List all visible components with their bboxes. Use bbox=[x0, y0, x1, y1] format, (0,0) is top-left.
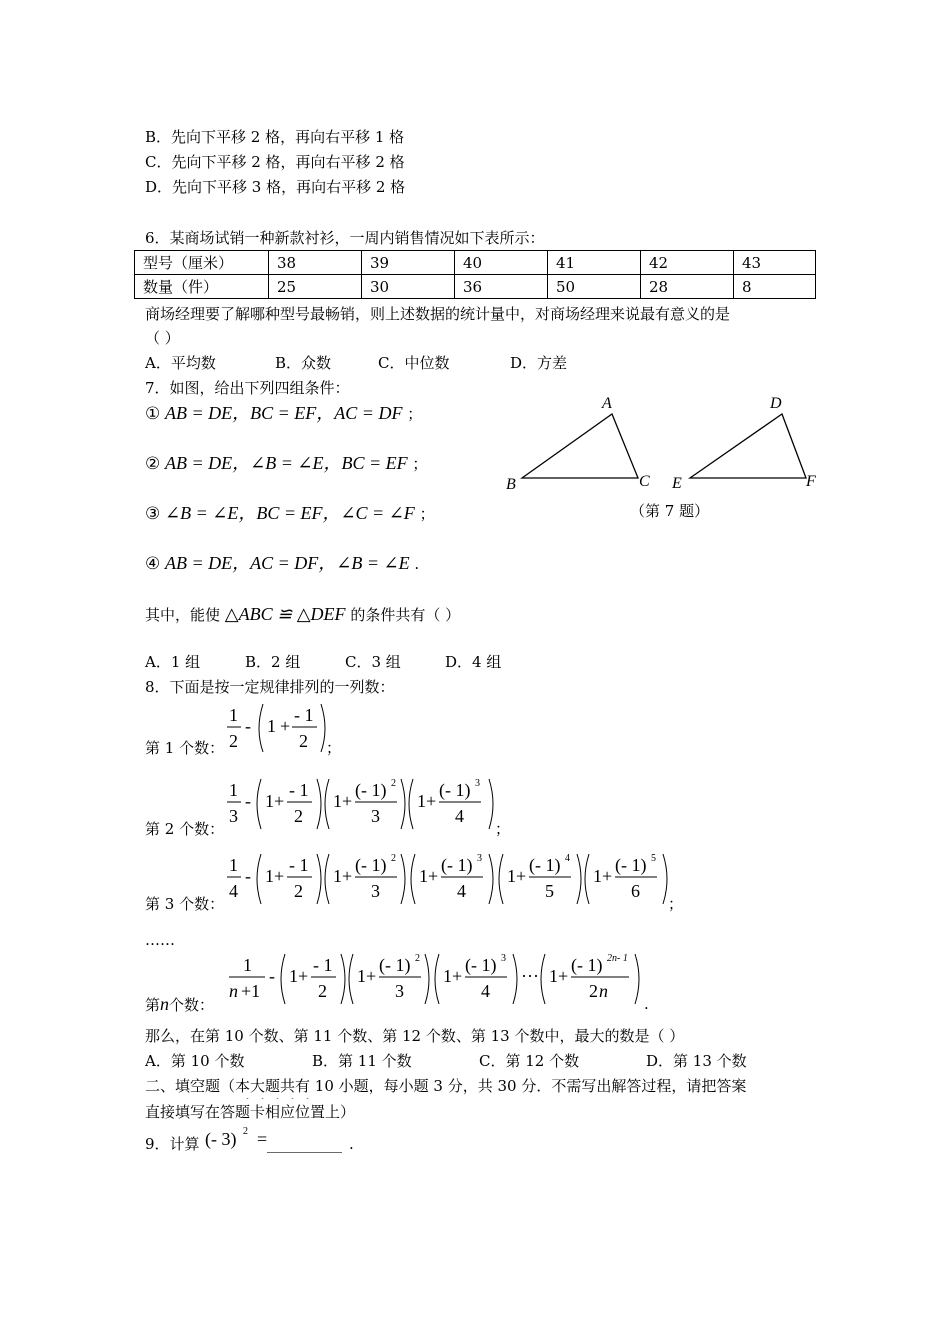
svg-text:1+: 1+ bbox=[593, 866, 613, 886]
q9-blank[interactable]: __________ bbox=[267, 1135, 342, 1153]
q8-option-b: B．第 11 个数 bbox=[312, 1052, 412, 1070]
q8-label-n bbox=[145, 994, 214, 1015]
q8-ellipsis: …… bbox=[145, 931, 175, 949]
condition-end: ； bbox=[419, 505, 435, 523]
svg-text:n: n bbox=[599, 981, 608, 1001]
q8-options bbox=[145, 1051, 747, 1071]
q6-option-b: B．众数 bbox=[275, 354, 332, 372]
svg-text:(- 1): (- 1) bbox=[465, 955, 497, 975]
svg-text:4: 4 bbox=[481, 981, 490, 1001]
table-cell: 50 bbox=[548, 275, 641, 299]
q8-option-d: D．第 13 个数 bbox=[646, 1052, 747, 1070]
q8-option-c: C．第 12 个数 bbox=[479, 1052, 580, 1070]
svg-text:-: - bbox=[269, 966, 275, 986]
q6-option-c: C．中位数 bbox=[378, 354, 450, 372]
section2-line2: 直接填写在答题卡相应位置上） bbox=[145, 1103, 356, 1121]
svg-text:1+: 1+ bbox=[333, 866, 353, 886]
svg-text:1+: 1+ bbox=[289, 966, 309, 986]
svg-text:2n- 1: 2n- 1 bbox=[607, 953, 628, 964]
condition-number: ② bbox=[145, 454, 161, 474]
q9-end: . bbox=[349, 1135, 354, 1153]
svg-text:+1: +1 bbox=[241, 981, 261, 1001]
condition-number: ③ bbox=[145, 504, 161, 524]
q7-stem: 7．如图，给出下列四组条件： bbox=[145, 379, 350, 397]
svg-text:1: 1 bbox=[229, 855, 238, 875]
q9-pre: 9．计算 bbox=[145, 1135, 200, 1153]
table-cell: 型号（厘米） bbox=[135, 251, 269, 275]
svg-text:2: 2 bbox=[294, 881, 303, 901]
svg-text:3: 3 bbox=[501, 953, 506, 964]
svg-text:···: ··· bbox=[521, 966, 539, 986]
label-ge-shu: 个数： bbox=[169, 996, 215, 1014]
label-b: B bbox=[506, 476, 516, 493]
svg-text:2: 2 bbox=[318, 981, 327, 1001]
label-a: A bbox=[602, 395, 612, 412]
q5-option-c: C．先向下平移 2 格，再向右平移 2 格 bbox=[145, 153, 405, 171]
table-cell: 28 bbox=[641, 275, 734, 299]
svg-text:n: n bbox=[229, 981, 238, 1001]
q9-expression bbox=[203, 1124, 273, 1154]
svg-text:4: 4 bbox=[565, 853, 570, 864]
label-e: E bbox=[672, 475, 682, 492]
table-cell: 8 bbox=[734, 275, 816, 299]
condition-expr: ∠B = ∠E，BC = EF，∠C = ∠F bbox=[165, 503, 415, 523]
svg-text:=: = bbox=[257, 1129, 268, 1149]
formula-n bbox=[225, 950, 655, 1010]
q8-label-3: 第 3 个数： bbox=[145, 895, 225, 913]
q7-condition-2 bbox=[145, 453, 427, 474]
table-cell: 43 bbox=[734, 251, 816, 275]
svg-text:1+: 1+ bbox=[333, 791, 353, 811]
table-cell: 39 bbox=[362, 251, 455, 275]
table-row bbox=[135, 251, 816, 275]
triangle-def bbox=[690, 414, 806, 478]
q7-option-c: C．3 组 bbox=[345, 653, 401, 671]
q9 bbox=[145, 1134, 200, 1154]
svg-text:(- 1): (- 1) bbox=[571, 955, 603, 975]
svg-text:- 1: - 1 bbox=[289, 855, 309, 875]
question-pre: 其中，能使 bbox=[145, 606, 221, 624]
svg-text:2: 2 bbox=[243, 1126, 248, 1137]
svg-text:3: 3 bbox=[477, 853, 482, 864]
q8-question: 那么，在第 10 个数、第 11 个数、第 12 个数、第 13 个数中，最大的数是（ ） bbox=[145, 1027, 685, 1045]
svg-text:(- 1): (- 1) bbox=[615, 855, 647, 875]
table-cell: 40 bbox=[455, 251, 548, 275]
svg-text:1+: 1+ bbox=[417, 791, 437, 811]
q6-paren: （ ） bbox=[145, 329, 180, 347]
svg-text:1: 1 bbox=[229, 705, 238, 725]
svg-text:1+: 1+ bbox=[357, 966, 377, 986]
svg-text:-: - bbox=[245, 791, 251, 811]
q6-question: 商场经理要了解哪种型号最畅销，则上述数据的统计量中，对商场经理来说最有意义的是 bbox=[145, 305, 731, 323]
heading-emphasis: 本大题共有 bbox=[235, 1077, 310, 1099]
svg-text:5: 5 bbox=[545, 881, 554, 901]
condition-end: ； bbox=[407, 405, 423, 423]
q7-condition-3 bbox=[145, 503, 435, 524]
svg-text:3: 3 bbox=[371, 806, 380, 826]
section2-heading bbox=[145, 1076, 746, 1096]
table-cell: 41 bbox=[548, 251, 641, 275]
label-f: F bbox=[806, 473, 816, 490]
q7-option-a: A．1 组 bbox=[145, 653, 201, 671]
svg-text:1: 1 bbox=[243, 955, 252, 975]
q6-option-a: A．平均数 bbox=[145, 354, 216, 372]
svg-text:3: 3 bbox=[475, 778, 480, 789]
svg-text:- 1: - 1 bbox=[289, 780, 309, 800]
svg-text:1+: 1+ bbox=[549, 966, 569, 986]
svg-text:1+: 1+ bbox=[265, 866, 285, 886]
sales-table bbox=[134, 250, 816, 299]
condition-end: . bbox=[414, 555, 420, 573]
q8-label-1: 第 1 个数： bbox=[145, 739, 225, 757]
q5-option-d: D．先向下平移 3 格，再向右平移 2 格 bbox=[145, 178, 406, 196]
svg-text:+: + bbox=[280, 716, 291, 736]
condition-expr: AB = DE，∠B = ∠E，BC = EF bbox=[165, 453, 408, 473]
svg-text:2: 2 bbox=[415, 953, 420, 964]
svg-text:4: 4 bbox=[457, 881, 466, 901]
svg-text:1+: 1+ bbox=[507, 866, 527, 886]
svg-text:2: 2 bbox=[589, 981, 598, 1001]
q8-option-a: A．第 10 个数 bbox=[145, 1052, 245, 1070]
formula-2 bbox=[225, 775, 505, 835]
table-cell: 25 bbox=[269, 275, 362, 299]
question-post: 的条件共有（ ） bbox=[350, 606, 461, 624]
label-di: 第 bbox=[145, 996, 161, 1014]
svg-text:2: 2 bbox=[299, 731, 308, 751]
q8-stem: 8．下面是按一定规律排列的一列数： bbox=[145, 678, 395, 696]
svg-text:3: 3 bbox=[395, 981, 404, 1001]
label-n: n bbox=[160, 994, 170, 1014]
q6-option-d: D．方差 bbox=[510, 354, 568, 372]
heading-post: 10 小题，每小题 3 分，共 30 分．不需写出解答过程，请把答案 bbox=[310, 1077, 747, 1095]
svg-text:1+: 1+ bbox=[265, 791, 285, 811]
label-c: C bbox=[639, 473, 650, 490]
svg-text:2: 2 bbox=[229, 731, 238, 751]
svg-text:(- 1): (- 1) bbox=[379, 955, 411, 975]
table-cell: 36 bbox=[455, 275, 548, 299]
condition-end: ； bbox=[412, 455, 428, 473]
svg-text:(- 1): (- 1) bbox=[355, 780, 387, 800]
svg-text:1+: 1+ bbox=[419, 866, 439, 886]
condition-number: ④ bbox=[145, 554, 161, 574]
svg-text:6: 6 bbox=[631, 881, 640, 901]
svg-text:(- 1): (- 1) bbox=[439, 780, 471, 800]
table-cell: 38 bbox=[269, 251, 362, 275]
q6-stem: 6．某商场试销一种新款衬衫，一周内销售情况如下表所示： bbox=[145, 229, 545, 247]
svg-text:3: 3 bbox=[371, 881, 380, 901]
q7-options bbox=[145, 652, 502, 672]
svg-text:(- 1): (- 1) bbox=[441, 855, 473, 875]
label-d: D bbox=[770, 395, 782, 412]
q7-option-d: D．4 组 bbox=[445, 653, 502, 671]
q7-option-b: B．2 组 bbox=[245, 653, 301, 671]
figure-caption: （第 7 题） bbox=[630, 502, 710, 520]
q7-condition-4 bbox=[145, 553, 419, 574]
svg-text:1+: 1+ bbox=[443, 966, 463, 986]
svg-text:- 1: - 1 bbox=[294, 705, 314, 725]
table-cell: 数量（件） bbox=[135, 275, 269, 299]
svg-text:2: 2 bbox=[391, 853, 396, 864]
svg-text:4: 4 bbox=[455, 806, 464, 826]
table-cell: 30 bbox=[362, 275, 455, 299]
q6-options bbox=[145, 353, 568, 373]
svg-text:3: 3 bbox=[229, 806, 238, 826]
svg-text:1: 1 bbox=[267, 716, 276, 736]
svg-text:- 1: - 1 bbox=[313, 955, 333, 975]
svg-text:2: 2 bbox=[294, 806, 303, 826]
svg-text:-: - bbox=[245, 866, 251, 886]
table-cell: 42 bbox=[641, 251, 734, 275]
svg-text:5: 5 bbox=[651, 853, 656, 864]
q7-condition-1 bbox=[145, 403, 422, 424]
condition-expr: AB = DE，BC = EF，AC = DF bbox=[165, 403, 403, 423]
svg-text:-: - bbox=[245, 716, 251, 736]
congruence-expr: △ABC ≌ △DEF bbox=[224, 604, 346, 624]
q5-option-b: B．先向下平移 2 格，再向右平移 1 格 bbox=[145, 128, 405, 146]
condition-number: ① bbox=[145, 404, 161, 424]
q8-label-2: 第 2 个数： bbox=[145, 820, 225, 838]
svg-text:(- 1): (- 1) bbox=[355, 855, 387, 875]
svg-text:1: 1 bbox=[229, 780, 238, 800]
svg-text:2: 2 bbox=[391, 778, 396, 789]
condition-expr: AB = DE，AC = DF，∠B = ∠E bbox=[165, 553, 410, 573]
formula-3 bbox=[225, 850, 675, 910]
table-row bbox=[135, 275, 816, 299]
heading-pre: 二、填空题（ bbox=[145, 1077, 236, 1095]
q7-question bbox=[145, 604, 460, 625]
svg-text:(- 3): (- 3) bbox=[205, 1129, 237, 1149]
svg-text:4: 4 bbox=[229, 881, 238, 901]
svg-text:(- 1): (- 1) bbox=[529, 855, 561, 875]
triangle-abc bbox=[522, 414, 638, 478]
